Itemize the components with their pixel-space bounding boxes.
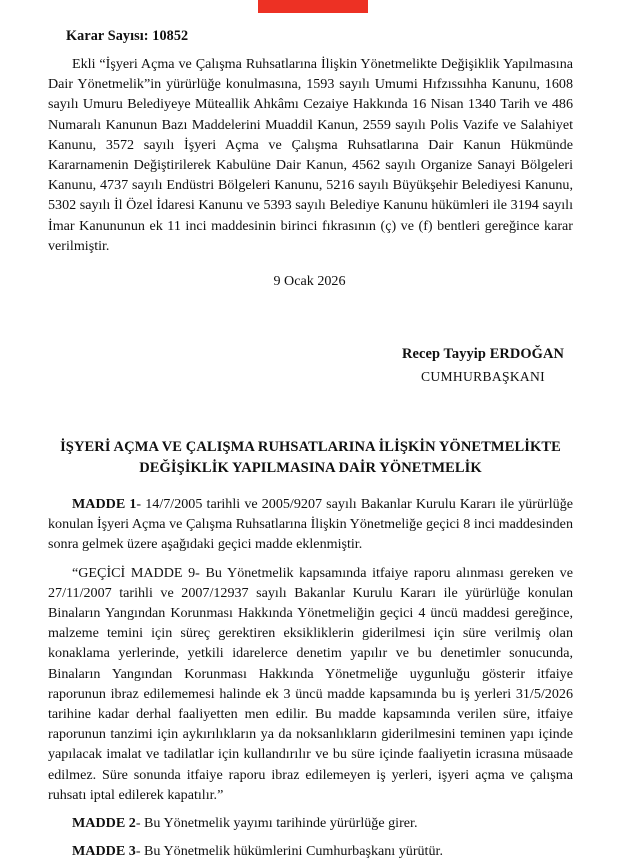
signature-block bbox=[348, 345, 618, 386]
provisional-article-9 bbox=[48, 563, 573, 805]
preamble-section bbox=[48, 54, 573, 256]
article-2 bbox=[48, 813, 573, 833]
article-1-label: MADDE 1 bbox=[72, 496, 137, 512]
article-1 bbox=[48, 494, 573, 555]
article-2-text: - Bu Yönetmelik yayımı tarihinde yürürlüğe girer. bbox=[135, 815, 418, 832]
signatory-name: Recep Tayyip ERDOĞAN bbox=[402, 346, 564, 362]
provisional-article-9-text: “GEÇİCİ MADDE 9- Bu Yönetmelik kapsamında itfaiye raporu alınması gereken ve 27/11/2007 tarihli ve 2007/12937 sayılı Bakanlar Kurulu Kararı ile yürürlüğe konulan Binaların Yangından Korunması Hakkında Yönetmeliğin geçici 4 üncü maddesi gereğince, malzeme temini için süreç gerektiren eksikliklerin giderilmesi için süre verilmiş olan konaklama yerlerinde, yetkili idarelerce denetim yapılır ve bu denetimler sonucunda, Binaların Yangından Korunması Hakkında Yönetmeliğe uygunluğu gösterir itfaiye raporunun ibraz edilememesi halinde ek 3 üncü madde kapsamında bu iş yerleri 31/5/2026 tarihine kadar derhal faaliyetten men edilir. Bu madde kapsamında verilen süre, itfaiye raporunun tanzimi için aykırılıkların ya da noksanlıkların giderilmesini teminen yapı içinde yapılacak imalat ve tadilatlar için kullandırılır ve bu süre içinde faaliyetin icrasına müsaade edilmez. Süre sonunda itfaiye raporu ibraz edilemeyen iş yerleri, işyeri açma ve çalışma ruhsatı iptal edilerek kapatılır.” bbox=[48, 564, 573, 803]
preamble-paragraph: Ekli “İşyeri Açma ve Çalışma Ruhsatlarına İlişkin Yönetmelikte Değişiklik Yapılmasına Dair Yönetmelik”in yürürlüğe konulmasına, 1593 sayılı Umumi Hıfzıssıhha Kanunu, 1608 sayılı Umuru Belediyeye Müteallik Ahkâmı Cezaiye Hakkında 16 Nisan 1340 Tarih ve 486 Numaralı Kanunun Bazı Maddelerini Muaddil Kanun, 2559 sayılı Polis Vazife ve Salahiyet Kanunu, 3572 sayılı İşyeri Açma ve Çalışma Ruhsatlarına Dair Kanun Hükmünde Kararnamenin Değiştirilerek Kabulüne Dair Kanun, 4562 sayılı Organize Sanayi Bölgeleri Kanunu, 4737 sayılı Endüstri Bölgeleri Kanunu, 5216 sayılı Büyükşehir Belediyesi Kanunu, 5302 sayılı İl Özel İdaresi Kanunu ve 5393 sayılı Belediye Kanunu hükümleri ile 3194 sayılı İmar Kanununun ek 11 inci maddesinin birinci fıkrasının (ç) ve (f) bentleri gereğince karar verilmiştir. bbox=[48, 56, 573, 254]
article-3 bbox=[48, 841, 573, 861]
regulation-title-line-2: DEĞİŞİKLİK YAPILMASINA DAİR YÖNETMELİK bbox=[139, 460, 482, 476]
article-2-label: MADDE 2 bbox=[72, 815, 136, 832]
signatory-title: CUMHURBAŞKANI bbox=[421, 369, 545, 384]
article-3-label: MADDE 3 bbox=[72, 843, 136, 860]
decision-date: 9 Ocak 2026 bbox=[273, 273, 346, 289]
decision-number: Karar Sayısı: 10852 bbox=[66, 28, 189, 44]
articles-section bbox=[48, 494, 573, 861]
article-1-text: - 14/7/2005 tarihli ve 2005/9207 sayılı Bakanlar Kurulu Kararı ile yürürlüğe konulan İşyeri Açma ve Çalışma Ruhsatlarına İlişkin Yönetmeliğe geçici 8 inci maddesinden sonra gelmek üzere aşağıdaki geçici madde eklenmiştir. bbox=[48, 496, 573, 553]
regulation-title bbox=[48, 437, 573, 479]
article-3-text: - Bu Yönetmelik hükümlerini Cumhurbaşkanı yürütür. bbox=[135, 843, 443, 860]
red-accent-bar bbox=[258, 0, 368, 13]
regulation-title-line-1: İŞYERİ AÇMA VE ÇALIŞMA RUHSATLARINA İLİŞKİN YÖNETMELİKTE bbox=[60, 439, 561, 455]
